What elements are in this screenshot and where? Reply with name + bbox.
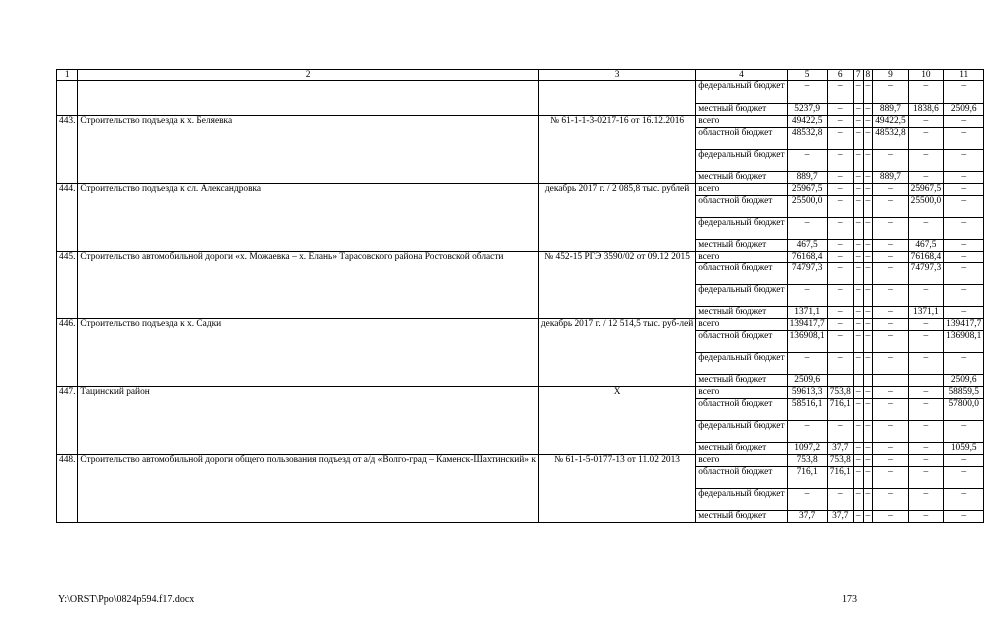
- value-cell: 467,5: [908, 239, 943, 251]
- value-cell: 753,8: [827, 454, 853, 466]
- funding-source: федеральный бюджет: [696, 353, 787, 375]
- value-cell: 753,8: [787, 454, 827, 466]
- value-cell: –: [908, 115, 943, 127]
- value-cell: –: [827, 171, 853, 183]
- funding-source: федеральный бюджет: [696, 81, 787, 104]
- document-ref: декабрь 2017 г. / 2 085,8 тыс. рублей: [538, 183, 695, 251]
- value-cell: –: [873, 81, 908, 104]
- value-cell: –: [863, 454, 873, 466]
- value-cell: 57800,0: [944, 399, 984, 421]
- header-cell: 4: [696, 70, 787, 81]
- value-cell: –: [944, 263, 984, 285]
- value-cell: –: [908, 331, 943, 353]
- value-cell: –: [853, 510, 863, 522]
- value-cell: 2509,6: [944, 375, 984, 387]
- row-number: 447.: [57, 387, 78, 455]
- value-cell: –: [853, 239, 863, 251]
- value-cell: 716,1: [787, 466, 827, 488]
- page-number: 173: [842, 594, 857, 605]
- value-cell: [863, 375, 873, 387]
- row-number: [57, 81, 78, 116]
- document-ref: № 452-15 РГЭ 3590/02 от 09.12 2015: [538, 251, 695, 319]
- value-cell: –: [863, 104, 873, 116]
- value-cell: 2509,6: [944, 104, 984, 116]
- value-cell: –: [873, 510, 908, 522]
- value-cell: –: [863, 171, 873, 183]
- value-cell: –: [873, 466, 908, 488]
- value-cell: 74797,3: [787, 263, 827, 285]
- value-cell: –: [827, 307, 853, 319]
- funding-source: федеральный бюджет: [696, 421, 787, 443]
- funding-source: областной бюджет: [696, 127, 787, 149]
- value-cell: –: [863, 399, 873, 421]
- value-cell: –: [853, 171, 863, 183]
- value-cell: –: [827, 488, 853, 510]
- value-cell: –: [863, 331, 873, 353]
- value-cell: –: [873, 331, 908, 353]
- document-ref: [538, 81, 695, 116]
- value-cell: –: [863, 421, 873, 443]
- value-cell: –: [787, 149, 827, 171]
- funding-source: всего: [696, 183, 787, 195]
- object-name: Строительство подъезда к х. Садки: [78, 319, 538, 387]
- value-cell: –: [908, 319, 943, 331]
- value-cell: –: [908, 81, 943, 104]
- value-cell: 48532,8: [873, 127, 908, 149]
- value-cell: –: [944, 171, 984, 183]
- value-cell: 48532,8: [787, 127, 827, 149]
- object-name: Тацинский район: [78, 387, 538, 455]
- value-cell: –: [908, 421, 943, 443]
- value-cell: –: [853, 307, 863, 319]
- value-cell: –: [873, 421, 908, 443]
- header-cell: 1: [57, 70, 78, 81]
- funding-source: местный бюджет: [696, 239, 787, 251]
- header-cell: 9: [873, 70, 908, 81]
- value-cell: –: [873, 307, 908, 319]
- value-cell: [908, 375, 943, 387]
- funding-source: федеральный бюджет: [696, 488, 787, 510]
- value-cell: –: [908, 149, 943, 171]
- value-cell: –: [944, 115, 984, 127]
- value-cell: 59613,3: [787, 387, 827, 399]
- value-cell: –: [908, 353, 943, 375]
- value-cell: 136908,1: [944, 331, 984, 353]
- value-cell: –: [863, 115, 873, 127]
- table-row: [57, 115, 984, 127]
- value-cell: 889,7: [787, 171, 827, 183]
- value-cell: –: [853, 104, 863, 116]
- value-cell: [853, 375, 863, 387]
- value-cell: –: [853, 443, 863, 455]
- value-cell: 49422,5: [873, 115, 908, 127]
- value-cell: 58516,1: [787, 399, 827, 421]
- value-cell: –: [863, 195, 873, 217]
- header-cell: 10: [908, 70, 943, 81]
- funding-source: областной бюджет: [696, 399, 787, 421]
- value-cell: 49422,5: [787, 115, 827, 127]
- value-cell: –: [827, 331, 853, 353]
- value-cell: –: [827, 127, 853, 149]
- value-cell: –: [944, 353, 984, 375]
- value-cell: –: [827, 217, 853, 239]
- value-cell: 58859,5: [944, 387, 984, 399]
- value-cell: –: [827, 421, 853, 443]
- value-cell: –: [908, 127, 943, 149]
- value-cell: –: [944, 81, 984, 104]
- value-cell: –: [853, 488, 863, 510]
- value-cell: –: [944, 454, 984, 466]
- value-cell: –: [873, 488, 908, 510]
- value-cell: 1371,1: [908, 307, 943, 319]
- funding-source: всего: [696, 115, 787, 127]
- value-cell: –: [908, 285, 943, 307]
- value-cell: –: [853, 285, 863, 307]
- value-cell: –: [873, 353, 908, 375]
- value-cell: –: [908, 443, 943, 455]
- value-cell: –: [908, 510, 943, 522]
- value-cell: 74797,3: [908, 263, 943, 285]
- value-cell: –: [853, 454, 863, 466]
- value-cell: –: [853, 353, 863, 375]
- document-ref: декабрь 2017 г. / 12 514,5 тыс. руб-лей: [538, 319, 695, 387]
- value-cell: 5237,9: [787, 104, 827, 116]
- value-cell: –: [863, 149, 873, 171]
- value-cell: –: [863, 285, 873, 307]
- value-cell: –: [873, 239, 908, 251]
- value-cell: –: [944, 466, 984, 488]
- value-cell: 1059,5: [944, 443, 984, 455]
- value-cell: –: [863, 239, 873, 251]
- value-cell: –: [873, 149, 908, 171]
- table-row: [57, 454, 984, 466]
- value-cell: 76168,4: [908, 251, 943, 263]
- value-cell: –: [853, 115, 863, 127]
- value-cell: –: [853, 183, 863, 195]
- value-cell: 37,7: [827, 443, 853, 455]
- funding-source: всего: [696, 387, 787, 399]
- table-row: [57, 319, 984, 331]
- value-cell: 716,1: [827, 466, 853, 488]
- value-cell: –: [944, 149, 984, 171]
- value-cell: –: [863, 183, 873, 195]
- value-cell: 753,8: [827, 387, 853, 399]
- funding-source: областной бюджет: [696, 331, 787, 353]
- object-name: Строительство подъезда к х. Беляевка: [78, 115, 538, 183]
- value-cell: –: [908, 387, 943, 399]
- value-cell: –: [827, 251, 853, 263]
- value-cell: –: [853, 399, 863, 421]
- value-cell: –: [908, 217, 943, 239]
- value-cell: –: [827, 195, 853, 217]
- value-cell: 37,7: [827, 510, 853, 522]
- funding-source: областной бюджет: [696, 263, 787, 285]
- row-number: 443.: [57, 115, 78, 183]
- value-cell: –: [873, 217, 908, 239]
- value-cell: –: [944, 285, 984, 307]
- value-cell: –: [908, 466, 943, 488]
- object-name: [78, 81, 538, 116]
- value-cell: –: [853, 319, 863, 331]
- value-cell: –: [787, 488, 827, 510]
- funding-source: областной бюджет: [696, 195, 787, 217]
- value-cell: –: [863, 443, 873, 455]
- value-cell: –: [827, 263, 853, 285]
- value-cell: –: [853, 466, 863, 488]
- value-cell: –: [863, 307, 873, 319]
- value-cell: –: [827, 115, 853, 127]
- value-cell: –: [853, 217, 863, 239]
- value-cell: –: [787, 81, 827, 104]
- value-cell: –: [944, 217, 984, 239]
- value-cell: 136908,1: [787, 331, 827, 353]
- value-cell: 25500,0: [908, 195, 943, 217]
- value-cell: –: [863, 81, 873, 104]
- value-cell: –: [873, 183, 908, 195]
- value-cell: 2509,6: [787, 375, 827, 387]
- value-cell: –: [827, 353, 853, 375]
- funding-source: всего: [696, 454, 787, 466]
- value-cell: –: [863, 127, 873, 149]
- value-cell: 1838,6: [908, 104, 943, 116]
- value-cell: –: [944, 488, 984, 510]
- value-cell: 139417,7: [944, 319, 984, 331]
- header-row: [57, 70, 984, 81]
- file-path: Y:\ORST\Ppo\0824p594.f17.docx: [58, 594, 195, 605]
- value-cell: –: [863, 251, 873, 263]
- value-cell: –: [944, 195, 984, 217]
- value-cell: 467,5: [787, 239, 827, 251]
- value-cell: –: [908, 171, 943, 183]
- object-name: Строительство автомобильной дороги «х. Можаевка – х. Елань» Тарасовского района Ростовской области: [78, 251, 538, 319]
- value-cell: –: [908, 399, 943, 421]
- value-cell: –: [787, 353, 827, 375]
- document-ref: Х: [538, 387, 695, 455]
- value-cell: [873, 375, 908, 387]
- funding-source: всего: [696, 319, 787, 331]
- value-cell: 25967,5: [908, 183, 943, 195]
- value-cell: –: [863, 319, 873, 331]
- funding-source: местный бюджет: [696, 171, 787, 183]
- value-cell: –: [873, 399, 908, 421]
- value-cell: –: [873, 251, 908, 263]
- value-cell: –: [827, 81, 853, 104]
- value-cell: –: [873, 319, 908, 331]
- value-cell: –: [944, 183, 984, 195]
- value-cell: 139417,7: [787, 319, 827, 331]
- funding-source: местный бюджет: [696, 375, 787, 387]
- value-cell: 1371,1: [787, 307, 827, 319]
- value-cell: –: [853, 81, 863, 104]
- value-cell: –: [863, 510, 873, 522]
- value-cell: –: [863, 353, 873, 375]
- row-number: 446.: [57, 319, 78, 387]
- table-row: [57, 251, 984, 263]
- object-name: Строительство подъезда к сл. Александровка: [78, 183, 538, 251]
- funding-source: местный бюджет: [696, 510, 787, 522]
- value-cell: –: [873, 454, 908, 466]
- value-cell: –: [853, 387, 863, 399]
- value-cell: –: [827, 239, 853, 251]
- value-cell: –: [863, 387, 873, 399]
- funding-source: областной бюджет: [696, 466, 787, 488]
- value-cell: –: [908, 488, 943, 510]
- header-cell: 3: [538, 70, 695, 81]
- value-cell: 889,7: [873, 171, 908, 183]
- funding-source: местный бюджет: [696, 104, 787, 116]
- value-cell: –: [827, 149, 853, 171]
- value-cell: –: [873, 195, 908, 217]
- header-cell: 8: [863, 70, 873, 81]
- value-cell: –: [863, 263, 873, 285]
- funding-source: местный бюджет: [696, 307, 787, 319]
- value-cell: –: [944, 421, 984, 443]
- row-number: 444.: [57, 183, 78, 251]
- value-cell: –: [944, 510, 984, 522]
- document-ref: № 61-1-5-0177-13 от 11.02 2013: [538, 454, 695, 522]
- value-cell: 1097,2: [787, 443, 827, 455]
- value-cell: –: [944, 307, 984, 319]
- value-cell: –: [853, 263, 863, 285]
- value-cell: –: [863, 466, 873, 488]
- funding-source: федеральный бюджет: [696, 217, 787, 239]
- value-cell: –: [944, 251, 984, 263]
- value-cell: –: [853, 251, 863, 263]
- value-cell: [827, 375, 853, 387]
- value-cell: –: [863, 217, 873, 239]
- value-cell: 37,7: [787, 510, 827, 522]
- header-cell: 2: [78, 70, 538, 81]
- funding-source: федеральный бюджет: [696, 149, 787, 171]
- value-cell: –: [873, 443, 908, 455]
- header-cell: 7: [853, 70, 863, 81]
- table-row: [57, 387, 984, 399]
- value-cell: –: [827, 285, 853, 307]
- value-cell: –: [827, 183, 853, 195]
- value-cell: –: [944, 239, 984, 251]
- value-cell: –: [827, 104, 853, 116]
- value-cell: –: [873, 263, 908, 285]
- value-cell: 716,1: [827, 399, 853, 421]
- funding-source: местный бюджет: [696, 443, 787, 455]
- value-cell: –: [944, 127, 984, 149]
- row-number: 445.: [57, 251, 78, 319]
- funding-source: федеральный бюджет: [696, 285, 787, 307]
- value-cell: –: [873, 387, 908, 399]
- value-cell: –: [787, 421, 827, 443]
- funding-source: всего: [696, 251, 787, 263]
- header-cell: 11: [944, 70, 984, 81]
- object-name: Строительство автомобильной дороги общего пользования подъезд от а/д «Волго-град – Каменск-Шахтинский» к: [78, 454, 538, 522]
- table-row: [57, 183, 984, 195]
- value-cell: –: [787, 217, 827, 239]
- value-cell: –: [853, 195, 863, 217]
- value-cell: –: [787, 285, 827, 307]
- value-cell: –: [908, 454, 943, 466]
- header-cell: 5: [787, 70, 827, 81]
- document-ref: № 61-1-1-3-0217-16 от 16.12.2016: [538, 115, 695, 183]
- value-cell: 76168,4: [787, 251, 827, 263]
- value-cell: –: [853, 149, 863, 171]
- value-cell: 25500,0: [787, 195, 827, 217]
- budget-table: [56, 69, 984, 523]
- table-row: [57, 81, 984, 104]
- value-cell: –: [853, 331, 863, 353]
- row-number: 448.: [57, 454, 78, 522]
- value-cell: 25967,5: [787, 183, 827, 195]
- header-cell: 6: [827, 70, 853, 81]
- value-cell: –: [873, 285, 908, 307]
- value-cell: 889,7: [873, 104, 908, 116]
- value-cell: –: [827, 319, 853, 331]
- value-cell: –: [853, 127, 863, 149]
- value-cell: –: [863, 488, 873, 510]
- value-cell: –: [853, 421, 863, 443]
